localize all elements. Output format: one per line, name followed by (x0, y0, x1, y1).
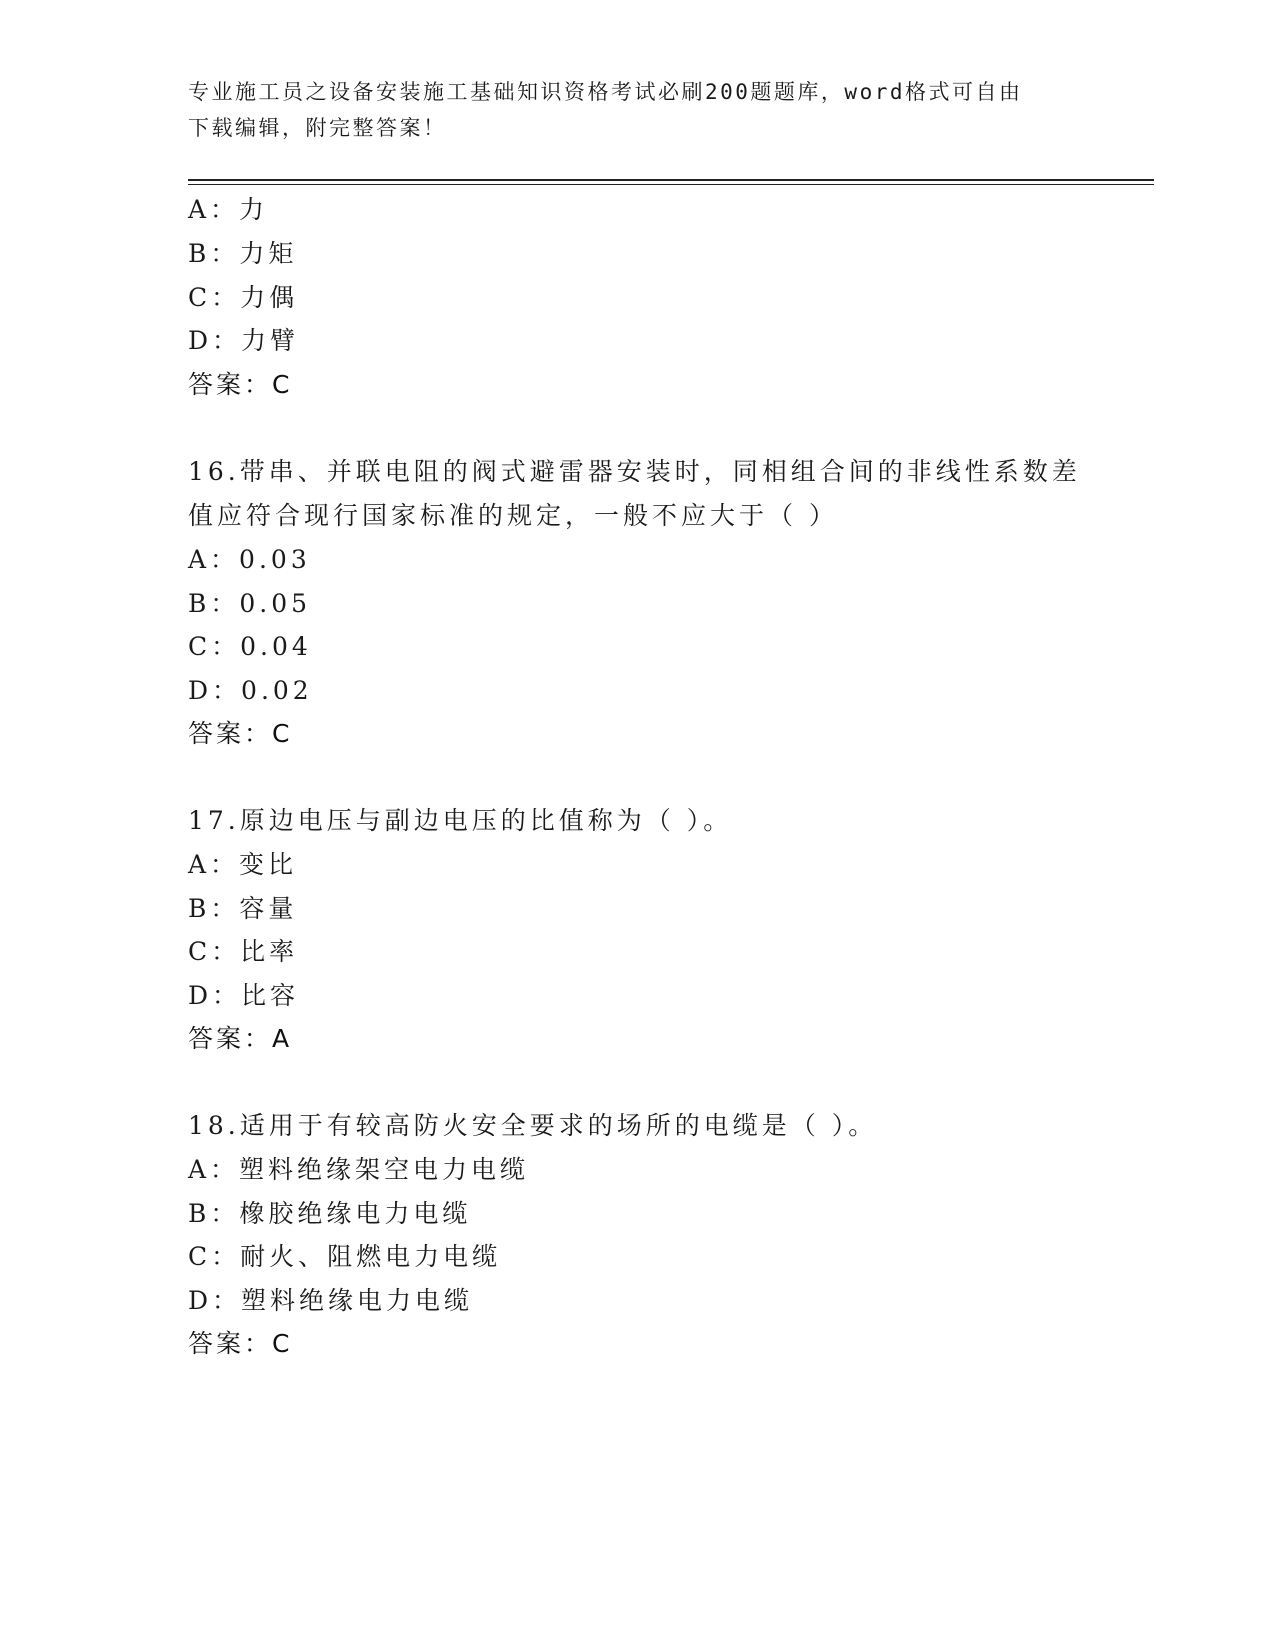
header-divider-thin (188, 184, 1154, 185)
q18-option-a: A：塑料绝缘架空电力电缆 (188, 1155, 530, 1184)
header-divider-thick (188, 179, 1154, 181)
q16-option-d: D：0.02 (188, 676, 313, 705)
q17-option-c: C：比率 (188, 937, 299, 966)
q16-stem-line-1: 16.带串、并联电阻的阀式避雷器安装时，同相组合间的非线性系数差 (188, 457, 1081, 486)
q15-option-a: A：力 (188, 195, 269, 224)
q17-stem-line-1: 17.原边电压与副边电压的比值称为（ ）。 (188, 806, 733, 835)
q16-option-c: C：0.04 (188, 632, 312, 661)
q16-option-a: A：0.03 (188, 545, 311, 574)
q18-answer: 答案：C (188, 1329, 293, 1358)
q18-option-b: B：橡胶绝缘电力电缆 (188, 1199, 472, 1228)
q17-option-d: D：比容 (188, 981, 300, 1010)
q16-answer: 答案：C (188, 719, 293, 748)
q15-option-c: C：力偶 (188, 283, 299, 312)
q18-option-c: C：耐火、阻燃电力电缆 (188, 1242, 502, 1271)
header-line-1: 专业施工员之设备安装施工基础知识资格考试必刷200题题库，word格式可自由 (188, 80, 1023, 104)
q16-stem-line-2: 值应符合现行国家标准的规定，一般不应大于（ ） (188, 501, 838, 530)
q17-option-b: B：容量 (188, 894, 298, 923)
q18-option-d: D：塑料绝缘电力电缆 (188, 1286, 474, 1315)
q17-option-a: A：变比 (188, 850, 298, 879)
q17-answer: 答案：A (188, 1024, 293, 1053)
q15-option-d: D：力臂 (188, 326, 300, 355)
document-header (188, 74, 1088, 146)
q18-stem-line-1: 18.适用于有较高防火安全要求的场所的电缆是（ ）。 (188, 1111, 878, 1140)
q16-option-b: B：0.05 (188, 589, 312, 618)
q15-answer: 答案：C (188, 370, 293, 399)
header-line-2: 下载编辑，附完整答案！ (188, 116, 447, 140)
q15-option-b: B：力矩 (188, 239, 298, 268)
